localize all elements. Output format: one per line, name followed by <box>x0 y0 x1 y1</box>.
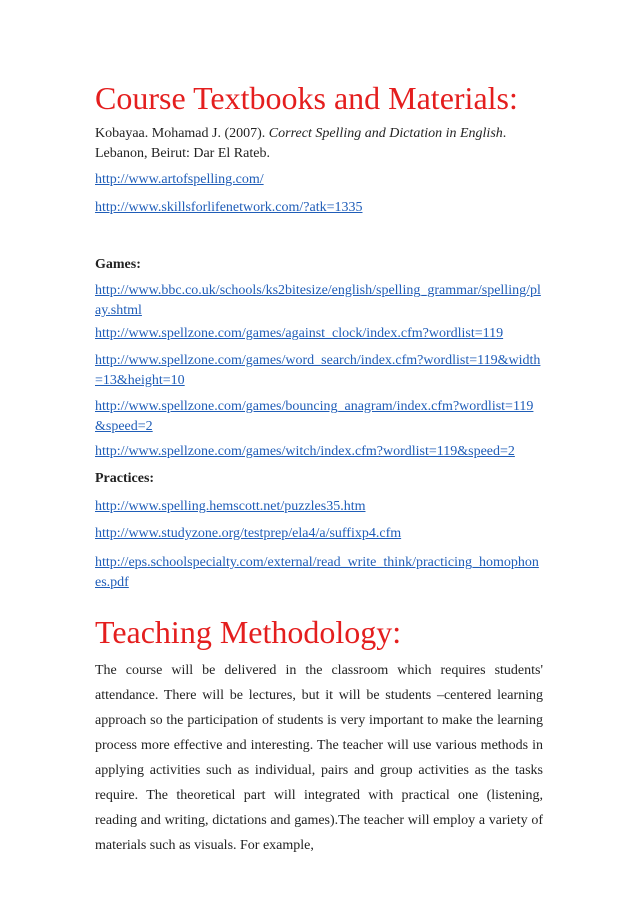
methodology-heading: Teaching Methodology: <box>95 614 402 650</box>
materials-link-artofspelling[interactable]: http://www.artofspelling.com/ <box>95 172 264 187</box>
citation-publisher: . Lebanon, Beirut: Dar El Rateb. <box>95 126 507 161</box>
practices-label: Practices: <box>95 471 155 486</box>
games-link-bbc[interactable]: http://www.bbc.co.uk/schools/ks2bitesize/english/spelling_grammar/spelling/play.shtml <box>95 283 541 318</box>
citation-authors: Kobayaa. Mohamad J. (2007). <box>95 126 269 141</box>
practices-link-studyzone[interactable]: http://www.studyzone.org/testprep/ela4/a/suffixp4.cfm <box>95 526 402 541</box>
games-link-witch[interactable]: http://www.spellzone.com/games/witch/index.cfm?wordlist=119&speed=2 <box>95 444 515 459</box>
practices-link-hemscott[interactable]: http://www.spelling.hemscott.net/puzzles35.htm <box>95 499 366 514</box>
games-link-bouncing-anagram[interactable]: http://www.spellzone.com/games/bouncing_anagram/index.cfm?wordlist=119&speed=2 <box>95 399 534 434</box>
games-link-word-search[interactable]: http://www.spellzone.com/games/word_search/index.cfm?wordlist=119&width=13&height=10 <box>95 353 541 388</box>
materials-heading: Course Textbooks and Materials: <box>95 80 518 116</box>
textbook-citation <box>95 124 543 164</box>
citation-title: Correct Spelling and Dictation in English <box>268 126 503 141</box>
games-link-against-clock[interactable]: http://www.spellzone.com/games/against_clock/index.cfm?wordlist=119 <box>95 326 504 341</box>
games-label: Games: <box>95 257 141 272</box>
methodology-body: The course will be delivered in the classroom which requires students' attendance. There will be lectures, but it will be students –centered learning approach so the participation of students is very important to make the learning process more effective and interesting. The teacher will use various methods in applying activities such as individual, pairs and group activities as the tasks require. The theoretical part will integrated with practical one (listening, reading and writing, dictations and games).The teacher will employ a variety of materials such as visuals. For example, <box>95 663 543 853</box>
materials-link-skillsforlife[interactable]: http://www.skillsforlifenetwork.com/?atk=1335 <box>95 200 363 215</box>
practices-link-schoolspecialty[interactable]: http://eps.schoolspecialty.com/external/read_write_think/practicing_homophones.pdf <box>95 555 539 590</box>
